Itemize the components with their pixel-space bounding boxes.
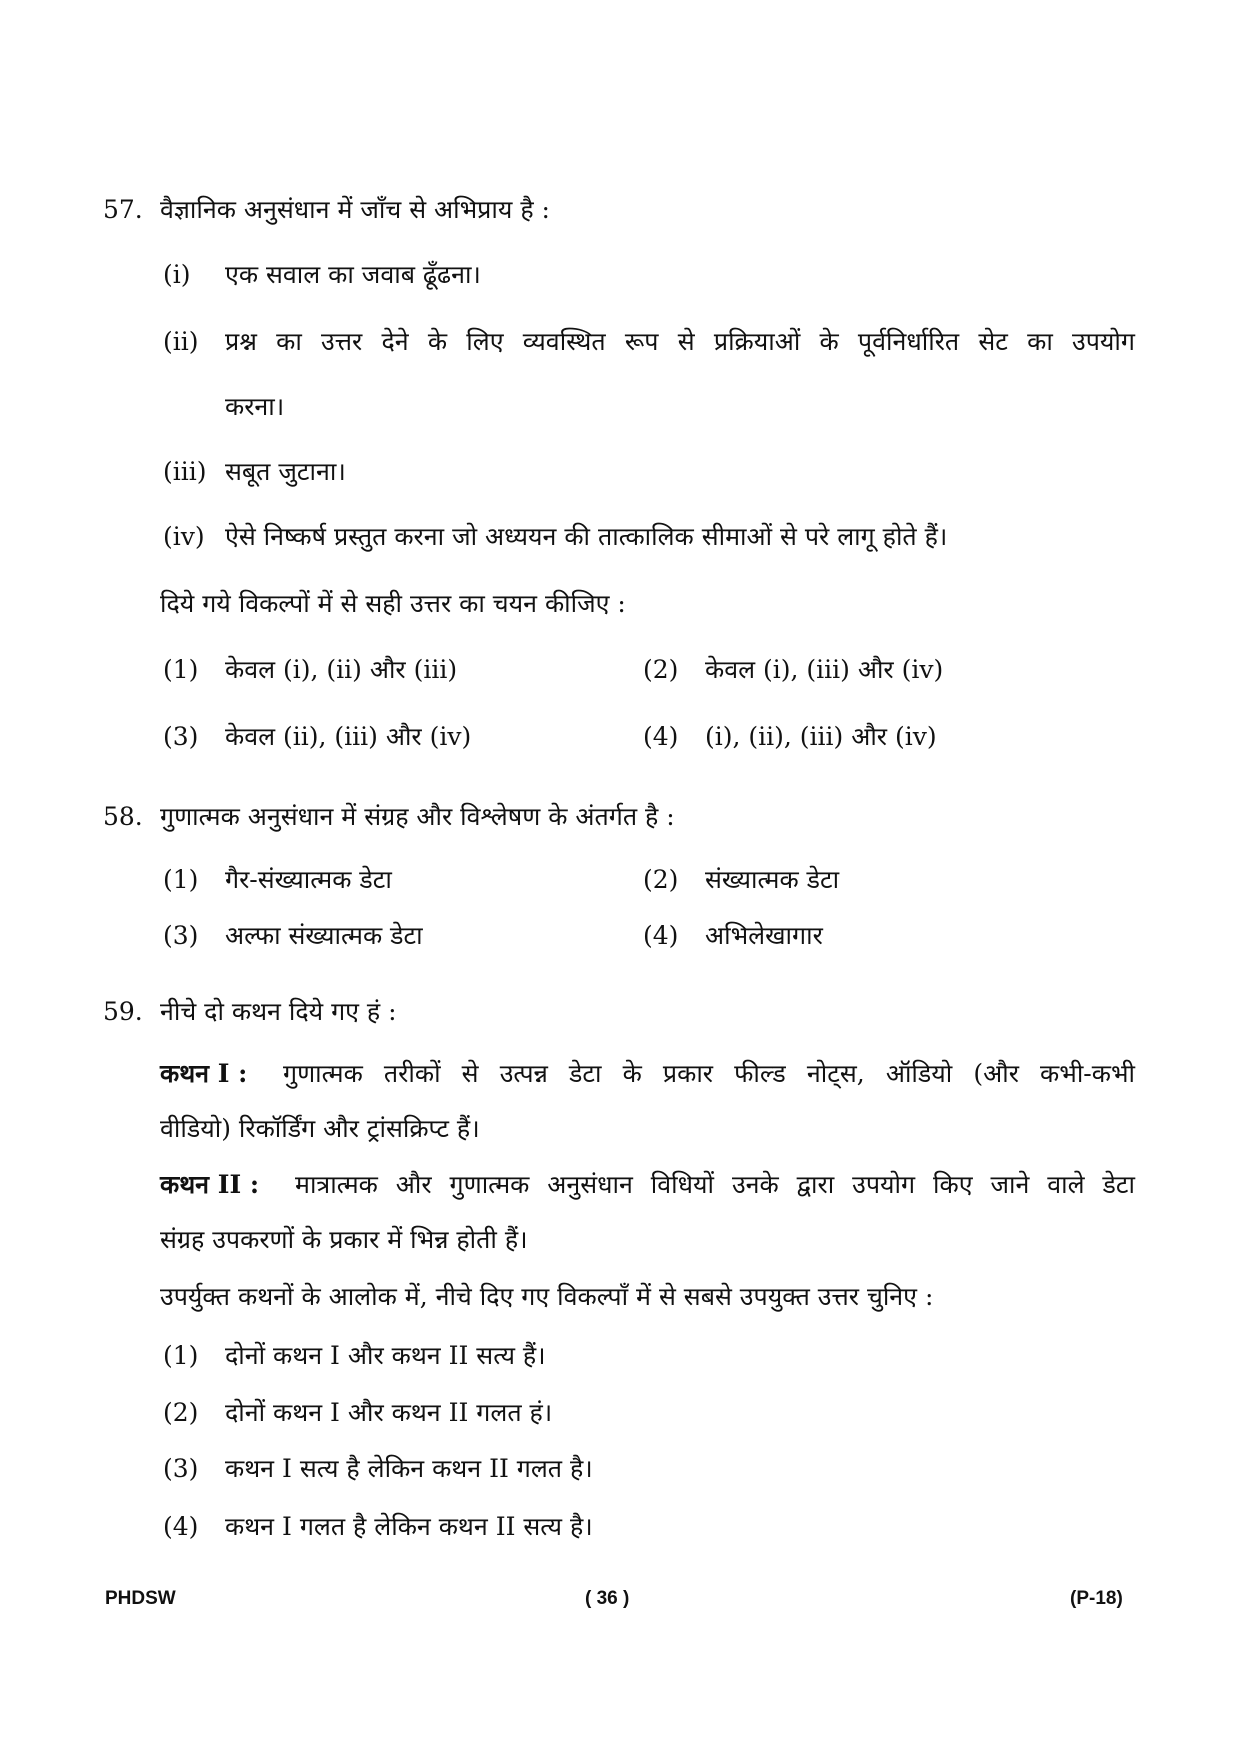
- q57-number: 57.: [103, 195, 143, 224]
- q57-option-label: (2): [643, 655, 679, 684]
- q58-option-label: (1): [163, 865, 199, 894]
- q59-statement1-line2: वीडियो) रिकॉर्डिंग और ट्रांसक्रिप्ट हैं।: [160, 1114, 480, 1143]
- q59-option-label: (3): [163, 1454, 199, 1483]
- q58-option-label: (2): [643, 865, 679, 894]
- q57-instruction: दिये गये विकल्पों में से सही उत्तर का चयन कीजिए :: [160, 589, 626, 618]
- q58-number: 58.: [103, 802, 143, 831]
- q58-option-label: (3): [163, 921, 199, 950]
- q57-item-label: (ii): [163, 327, 199, 356]
- q58-option-label: (4): [643, 921, 679, 950]
- q57-item-text: ऐसे निष्कर्ष प्रस्तुत करना जो अध्ययन की तात्कालिक सीमाओं से परे लागू होते हैं।: [225, 522, 948, 551]
- q59-option-text: दोनों कथन I और कथन II सत्य हैं।: [225, 1341, 546, 1370]
- q59-number: 59.: [103, 997, 143, 1026]
- q58-option-text: संख्यात्मक डेटा: [705, 865, 840, 894]
- q59-option-label: (1): [163, 1341, 199, 1370]
- q57-item-text: सबूत जुटाना।: [225, 457, 346, 486]
- paper-code: (P-18): [1070, 1588, 1123, 1609]
- q59-stem: नीचे दो कथन दिये गए हं :: [160, 997, 397, 1026]
- q57-item-label: (iii): [163, 457, 207, 486]
- q59-option-label: (4): [163, 1512, 199, 1541]
- q57-option-text: केवल (i), (iii) और (iv): [705, 655, 944, 684]
- footer-code: PHDSW: [105, 1588, 176, 1609]
- q57-option-label: (3): [163, 722, 199, 751]
- q59-statement2-line1: मात्रात्मक और गुणात्मक अनुसंधान विधियों उनके द्वारा उपयोग किए जाने वाले डेटा: [295, 1170, 1135, 1199]
- q58-option-text: गैर-संख्यात्मक डेटा: [225, 865, 392, 894]
- q57-option-label: (1): [163, 655, 199, 684]
- q57-item-label: (iv): [163, 522, 205, 551]
- q59-statement1-line1: गुणात्मक तरीकों से उत्पन्न डेटा के प्रकार फील्ड नोट्स, ऑडियो (और कभी-कभी: [283, 1059, 1135, 1088]
- q59-statement2-label: कथन II :: [160, 1170, 260, 1199]
- q57-stem: वैज्ञानिक अनुसंधान में जाँच से अभिप्राय है :: [160, 195, 550, 224]
- q59-statement1-label: कथन I :: [160, 1059, 248, 1088]
- q59-statement2-line2: संग्रह उपकरणों के प्रकार में भिन्न होती हैं।: [160, 1225, 528, 1254]
- q57-item-text: प्रश्न का उत्तर देने के लिए व्यवस्थित रूप से प्रक्रियाओं के पूर्वनिर्धारित सेट का उपयोग: [225, 327, 1135, 356]
- q59-option-text: कथन I गलत है लेकिन कथन II सत्य है।: [225, 1512, 593, 1541]
- q57-item-label: (i): [163, 260, 191, 289]
- q57-option-text: केवल (i), (ii) और (iii): [225, 655, 458, 684]
- q59-option-label: (2): [163, 1398, 199, 1427]
- q58-option-text: अल्फा संख्यात्मक डेटा: [225, 921, 423, 950]
- q59-option-text: कथन I सत्य है लेकिन कथन II गलत है।: [225, 1454, 593, 1483]
- q59-option-text: दोनों कथन I और कथन II गलत हं।: [225, 1398, 553, 1427]
- q57-item-text-cont: करना।: [225, 392, 285, 421]
- q59-instruction: उपर्युक्त कथनों के आलोक में, नीचे दिए गए विकल्पाँ में से सबसे उपयुक्त उत्तर चुनिए :: [160, 1282, 934, 1311]
- q57-option-text: (i), (ii), (iii) और (iv): [705, 722, 937, 751]
- q57-option-text: केवल (ii), (iii) और (iv): [225, 722, 472, 751]
- page-number: ( 36 ): [585, 1588, 630, 1609]
- q57-option-label: (4): [643, 722, 679, 751]
- q57-item-text: एक सवाल का जवाब ढूँढना।: [225, 260, 481, 289]
- q58-stem: गुणात्मक अनुसंधान में संग्रह और विश्लेषण के अंतर्गत है :: [160, 802, 675, 831]
- q58-option-text: अभिलेखागार: [705, 921, 823, 950]
